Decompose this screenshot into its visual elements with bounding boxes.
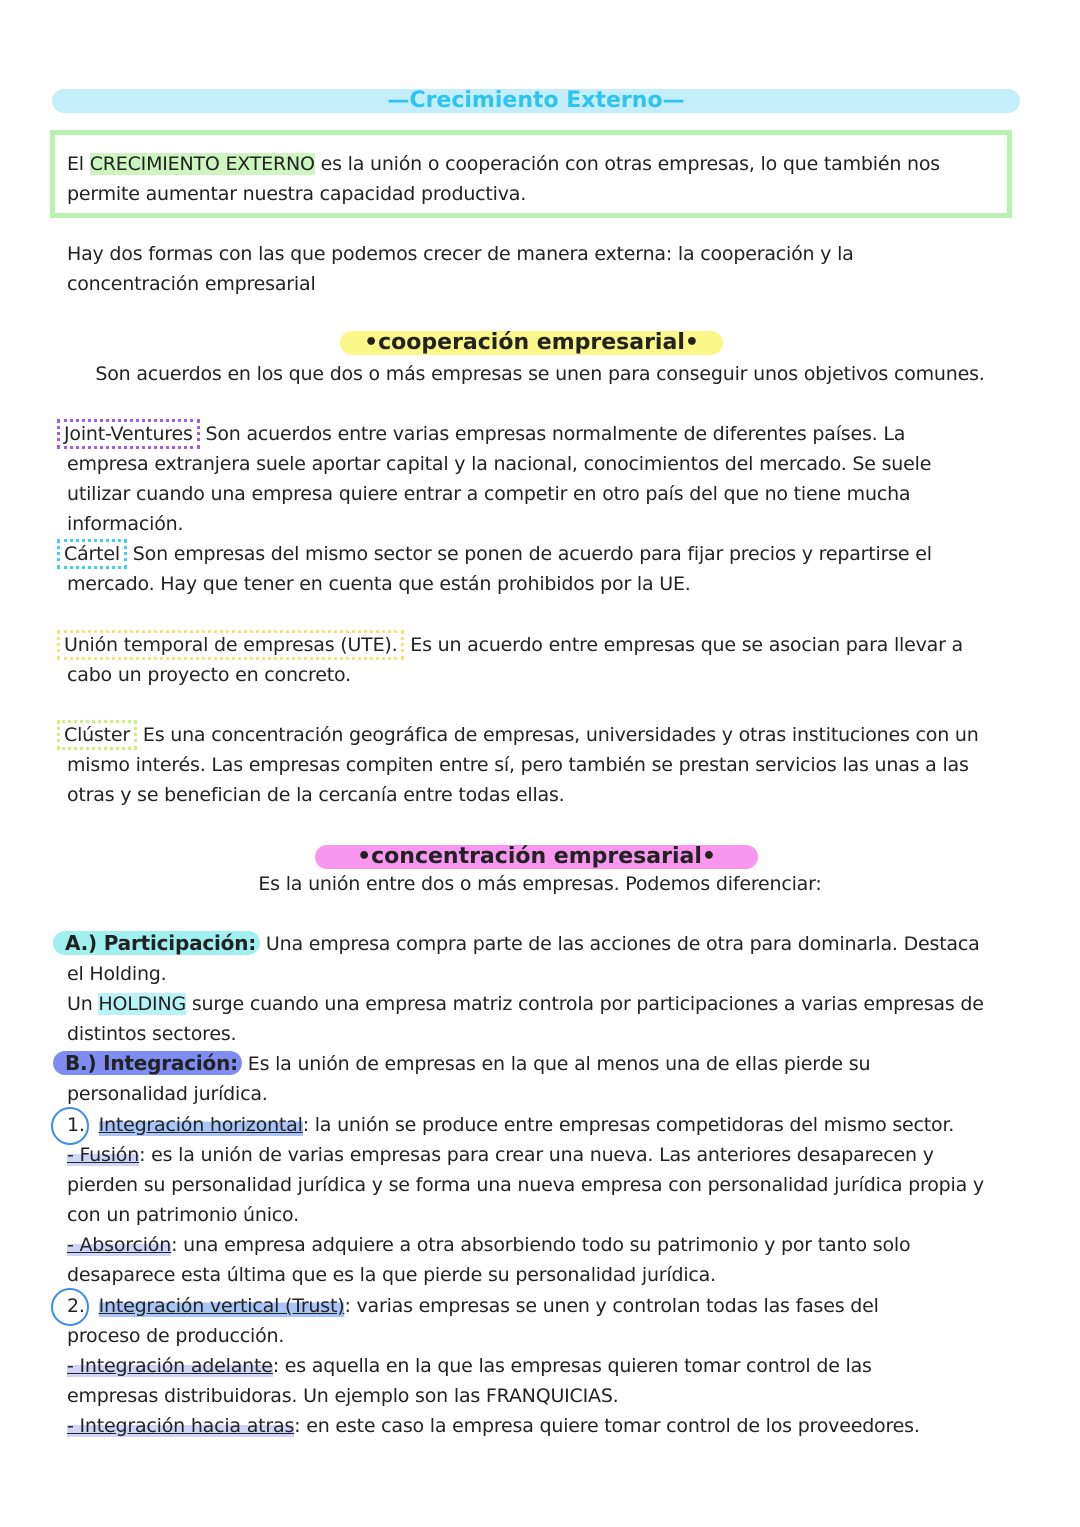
integracion-horizontal: 1. Integración horizontal: la unión se produce entre empresas competidoras del mismo sector. [67,1114,955,1136]
page-title: —Crecimiento Externo— [387,88,685,113]
definition-term: CRECIMIENTO EXTERNO [89,153,315,175]
ute-tag: Unión temporal de empresas (UTE). [57,630,404,660]
absorcion-term: - Absorción [67,1234,172,1256]
atras-term: - Integración hacia atras [67,1415,295,1437]
holding-term: HOLDING [98,993,186,1015]
number-2: 2. [67,1295,85,1317]
holding-paragraph: Un HOLDING surge cuando una empresa matriz controla por participaciones a varias empresas de distintos sectores. [67,993,984,1045]
item-ute: Unión temporal de empresas (UTE). Es un acuerdo entre empresas que se asocian para llevar a cabo un proyecto en concreto. [67,630,977,690]
absorcion-paragraph: - Absorción: una empresa adquiere a otra absorbiendo todo su patrimonio y por tanto solo desaparece esta última que es la que pierde su personalidad jurídica. [67,1234,911,1286]
number-1: 1. [67,1114,85,1136]
item-cartel: Cártel Son empresas del mismo sector se ponen de acuerdo para fijar precios y repartirse el mercado. Hay que tener en cuenta que están prohibidos por la UE. [67,539,977,599]
adelante-term: - Integración adelante [67,1355,273,1377]
integracion-label: B.) Integración: [53,1051,242,1075]
fusion-term: - Fusión [67,1144,140,1166]
item-cluster: Clúster Es una concentración geográfica de empresas, universidades y otras instituciones con un mismo interés. Las empresas compiten entre sí, pero también se prestan servicios las unas a las otras y se benefician de la cercanía entre todas ellas. [67,720,987,810]
cartel-tag: Cártel [57,539,127,569]
integracion-atras-paragraph: - Integración hacia atras: en este caso la empresa quiere tomar control de los proveedores. [67,1415,920,1437]
concentracion-subtitle: Es la unión entre dos o más empresas. Podemos diferenciar: [258,873,822,895]
concentracion-heading: •concentración empresarial• [315,845,758,869]
integracion-adelante-paragraph: - Integración adelante: es aquella en la que las empresas quieren tomar control de las empresas distribuidoras. Un ejemplo son las FRANQUICIAS. [67,1355,872,1407]
fusion-paragraph: - Fusión: es la unión de varias empresas para crear una nueva. Las anteriores desaparecen y pierden su personalidad jurídica y se forma una nueva empresa con personalidad jurídica propia y con un patrimonio único. [67,1144,984,1226]
vertical-term: Integración vertical (Trust) [98,1295,345,1317]
cluster-tag: Clúster [57,720,137,750]
intro-paragraph: Hay dos formas con las que podemos crecer de manera externa: la cooperación y la concentración empresarial [67,243,854,295]
integracion-vertical: 2. Integración vertical (Trust): varias empresas se unen y controlan todas las fases del proceso de producción. [67,1295,879,1347]
integracion-paragraph: B.) Integración: Es la unión de empresas en la que al menos una de ellas pierde su personalidad jurídica. [67,1049,987,1109]
participacion-label: A.) Participación: [53,931,260,955]
item-joint-ventures: Joint-Ventures Son acuerdos entre varias empresas normalmente de diferentes países. La empresa extranjera suele aportar capital y la nacional, conocimientos del mercado. Se suele utilizar cuando una empresa quiere entrar a competir en otro país del que no tiene mucha información. [67,419,967,539]
title-bar [52,89,1020,113]
cooperacion-heading: •cooperación empresarial• [340,331,723,355]
participacion-paragraph: A.) Participación: Una empresa compra parte de las acciones de otra para dominarla. Destaca el Holding. [67,929,987,989]
cooperacion-subtitle: Son acuerdos en los que dos o más empresas se unen para conseguir unos objetivos comunes. [95,363,985,385]
joint-ventures-tag: Joint-Ventures [57,419,200,449]
horizontal-term: Integración horizontal [98,1114,303,1136]
definition-text: El CRECIMIENTO EXTERNO es la unión o cooperación con otras empresas, lo que también nos permite aumentar nuestra capacidad productiva. [67,153,940,205]
